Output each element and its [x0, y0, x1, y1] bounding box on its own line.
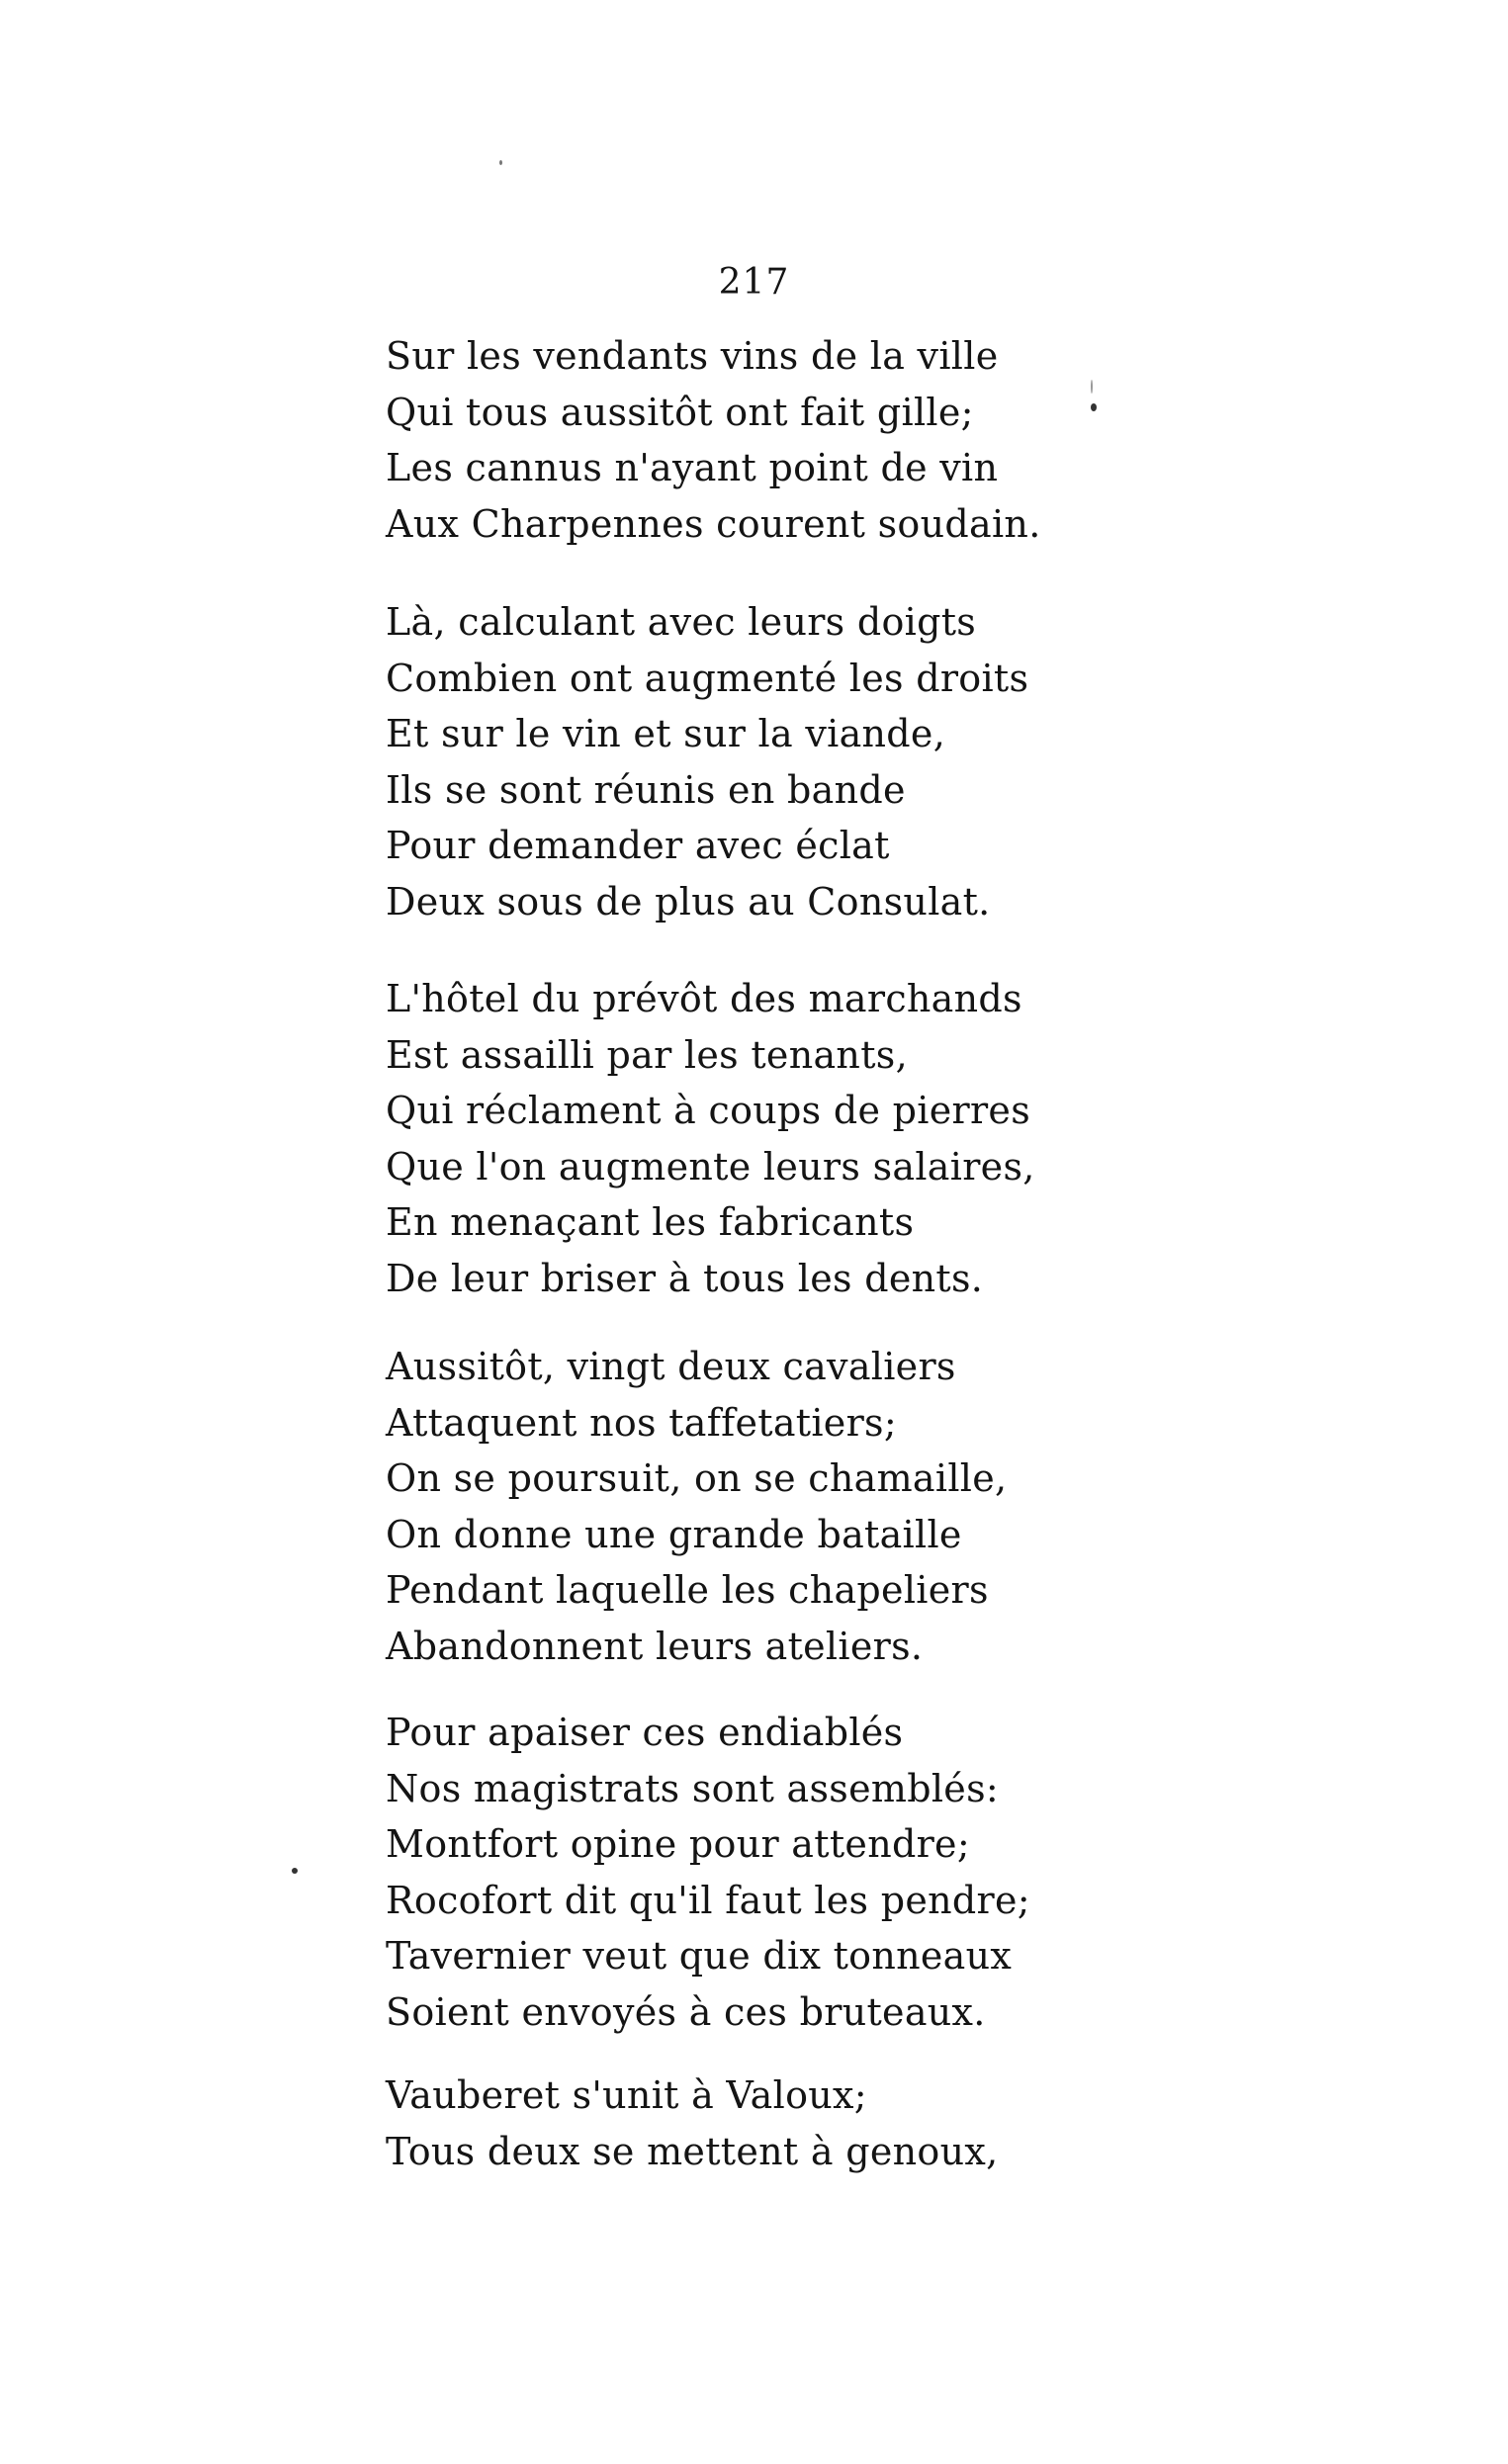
- verse-line: Vauberet s'unit à Valoux;: [386, 2073, 867, 2117]
- scan-speck: [1091, 380, 1093, 394]
- scan-speck: [1091, 403, 1097, 411]
- verse-line: Combien ont augmenté les droits: [386, 656, 1029, 700]
- scan-speck: [292, 1868, 298, 1874]
- stanza-6: [386, 2068, 1375, 2179]
- verse-line: Nos magistrats sont assemblés:: [386, 1766, 999, 1810]
- verse-line: Montfort opine pour attendre;: [386, 1822, 970, 1866]
- page-number: 217: [718, 262, 790, 303]
- stanza-4: [386, 1339, 1375, 1674]
- verse-line: Qui réclament à coups de pierres: [386, 1089, 1030, 1132]
- verse-line: Tavernier veut que dix tonneaux: [386, 1934, 1013, 1978]
- verse-line: Les cannus n'ayant point de vin: [386, 446, 999, 489]
- verse-line: Deux sous de plus au Consulat.: [386, 879, 991, 924]
- stanza-1: [386, 328, 1375, 552]
- scan-speck: [499, 160, 502, 165]
- stanza-5: [386, 1705, 1375, 2040]
- verse-line: Pendant laquelle les chapeliers: [386, 1568, 989, 1612]
- verse-line: Abandonnent leurs ateliers.: [386, 1624, 924, 1668]
- verse-line: En menaçant les fabricants: [386, 1200, 915, 1244]
- verse-line: On se poursuit, on se chamaille,: [386, 1456, 1008, 1500]
- verse-line: Pour demander avec éclat: [386, 824, 890, 867]
- verse-line: Pour apaiser ces endiablés: [386, 1711, 904, 1754]
- verse-line: Soient envoyés à ces bruteaux.: [386, 1989, 986, 2034]
- verse-line: L'hôtel du prévôt des marchands: [386, 977, 1022, 1020]
- verse-line: Là, calculant avec leurs doigts: [386, 600, 977, 644]
- verse-line: Aux Charpennes courent soudain.: [386, 501, 1041, 546]
- stanza-2: [386, 594, 1375, 929]
- verse-line: Sur les vendants vins de la ville: [386, 334, 999, 378]
- verse-line: Attaquent nos taffetatiers;: [386, 1400, 897, 1445]
- verse-line: Que l'on augmente leurs salaires,: [386, 1144, 1035, 1188]
- stanza-3: [386, 971, 1375, 1306]
- verse-line: On donne une grande bataille: [386, 1512, 962, 1556]
- verse-line: De leur briser à tous les dents.: [386, 1256, 984, 1300]
- verse-line: Ils se sont réunis en bande: [386, 767, 906, 812]
- verse-line: Est assailli par les tenants,: [386, 1032, 908, 1077]
- verse-line: Qui tous aussitôt ont fait gille;: [386, 390, 974, 434]
- verse-line: Rocofort dit qu'il faut les pendre;: [386, 1878, 1030, 1922]
- verse-line: Et sur le vin et sur la viande,: [386, 712, 946, 755]
- verse-line: Tous deux se mettent à genoux,: [386, 2129, 999, 2173]
- verse-line: Aussitôt, vingt deux cavaliers: [386, 1345, 956, 1388]
